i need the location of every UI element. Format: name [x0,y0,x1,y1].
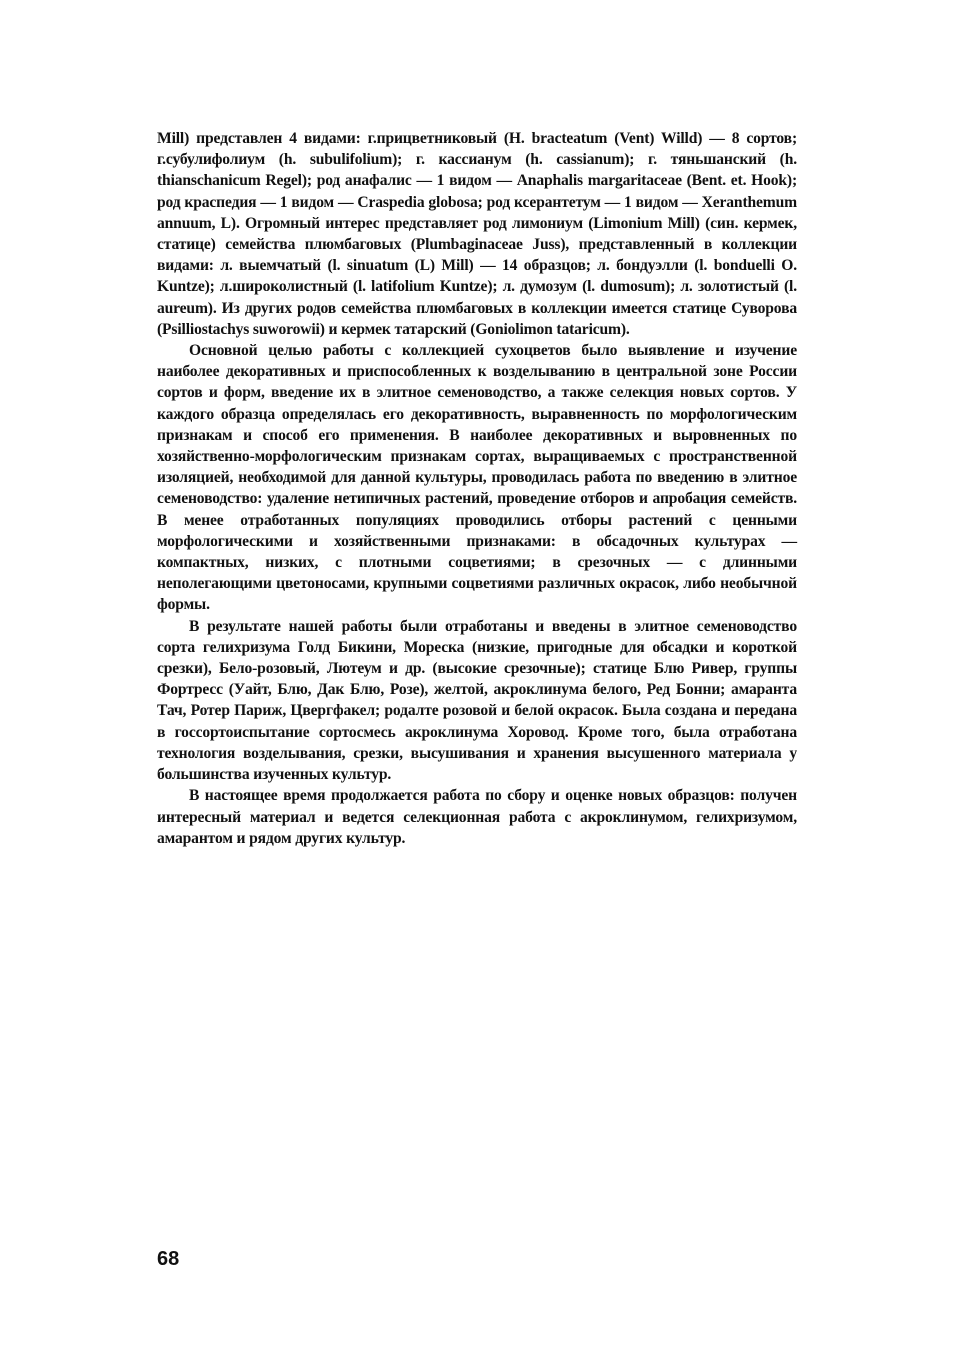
paragraph-3: В результате нашей работы были отработаны и введены в элитное семеноводство сорта гелихризума Голд Бикини, Мореска (низкие, пригодные для обсадки и короткой срезки), Бело-розовый, Лютеум и др. (высокие срезочные); статице Блю Ривер, группы Фортресс (Уайт, Блю, Дак Блю, Розе), желтой, акроклинума белого, Ред Бонни; амаранта Тач, Ротер Париж, Цвергфакел; родалте розовой и белой окрасок. Была создана и передана в госсортоиспытание сортосмесь акроклинума Хоровод. Кроме того, была отработана технология возделывания, срезки, высушивания и хранения высушенного материала у большинства изученных культур. [157,617,797,784]
paragraph-4: В настоящее время продолжается работа по сбору и оценке новых образцов: получен интересный материал и ведется селекционная работа с акроклинумом, гелихризумом, амарантом и рядом других культур. [157,787,797,847]
paragraph-1: Mill) представлен 4 видами: г.прицветниковый (H. bracteatum (Vent) Willd) — 8 сортов; г.субулифолиум (h. subulifolium); г. кассианум (h. cassianum); г. тяньшанский (h. thianschanicum Regel); род анафалис — 1 видом — Anaphalis margaritaceae (Bent. et. Hook); род краспедия — 1 видом — Craspedia globosa; род ксерантетум — 1 видом — Xeranthemum annuum, L). Огромный интерес представляет род лимониум (Limonium Mill) (син. кермек, статице) семейства плюмбаговых (Plumbaginaceae Juss), представленный в коллекции видами: л. выемчатый (l. sinuatum (L) Mill) — 14 образцов; л. бондуэлли (l. bonduelli O. Kuntze); л.широколистный (l. latifolium Kuntze); л. думозум (l. dumosum); л. золотистый (l. aureum). Из других родов семейства плюмбаговых в коллекции имеется статице Суворова (Psilliostachys suworowii) и кермек татарский (Goniolimon tataricum). [157,130,797,338]
paragraph-2: Основной целью работы с коллекцией сухоцветов было выявление и изучение наиболее декоративных и приспособленных к возделыванию в центральной зоне России сортов и форм, введение их в элитное семеноводство, а также селекция новых сортов. У каждого образца определялась его декоративность, выравненность по морфологическим признакам и способ его применения. В наиболее декоративных и выровненных по хозяйственно-морфологическим признакам сортах, выращиваемых с пространственной изоляцией, необходимой для данной культуры, проводилась работа по введению в элитное семеноводство: удаление нетипичных растений, проведение отборов и апробация семейств. В менее отработанных популяциях проводились отборы растений с ценными морфологическими и хозяйственными признаками: в обсадочных культурах — компактных, низких, с плотными соцветиями; в срезочных — с длинными неполегающими цветоносами, крупными соцветиями различных окрасок, либо необычной формы. [157,342,797,614]
body-text [157,128,797,849]
page-number: 68 [157,1248,180,1270]
